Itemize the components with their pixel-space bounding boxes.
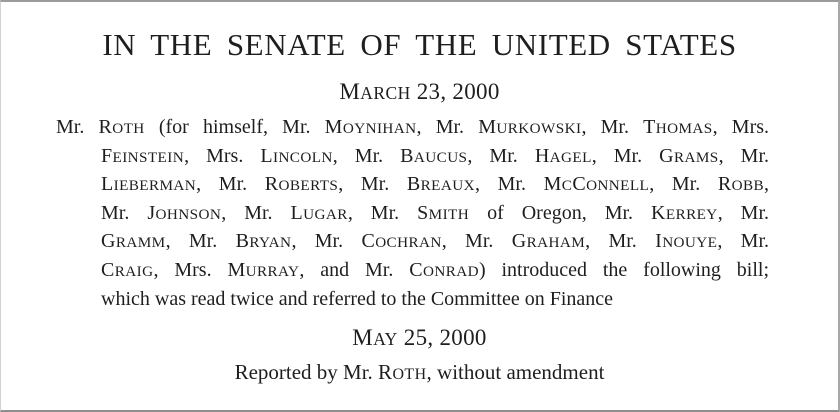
introduced-date: MARCH 23, 2000 [339,79,500,104]
paragraph-line: LIEBERMAN, Mr. ROBERTS, Mr. BREAUX, Mr. MCCONNELL, Mr. ROBB, [101,173,770,196]
paragraph-line: GRAMM, Mr. BRYAN, Mr. COCHRAN, Mr. GRAHAM, Mr. INOUYE, Mr. [101,230,770,253]
paragraph-line: which was read twice and referred to the Committee on Finance [101,287,614,310]
paragraph-line: Mr. JOHNSON, Mr. LUGAR, Mr. SMITH of Oregon, Mr. KERREY, Mr. [101,201,770,224]
paragraph-line: FEINSTEIN, Mrs. LINCOLN, Mr. BAUCUS, Mr. HAGEL, Mr. GRAMS, Mr. [101,144,770,167]
paragraph-line: Mr. ROTH (for himself, Mr. MOYNIHAN, Mr. MURKOWSKI, Mr. THOMAS, Mrs. [56,116,770,138]
reported-date: MAY 25, 2000 [352,325,487,351]
sponsor-paragraph [56,114,769,312]
document-title: IN THE SENATE OF THE UNITED STATES [102,27,737,62]
paragraph-line: CRAIG, Mrs. MURRAY, and Mr. CONRAD) introduced the following bill; [101,258,770,281]
reported-by-line: Reported by Mr. ROTH, without amendment [234,360,605,385]
